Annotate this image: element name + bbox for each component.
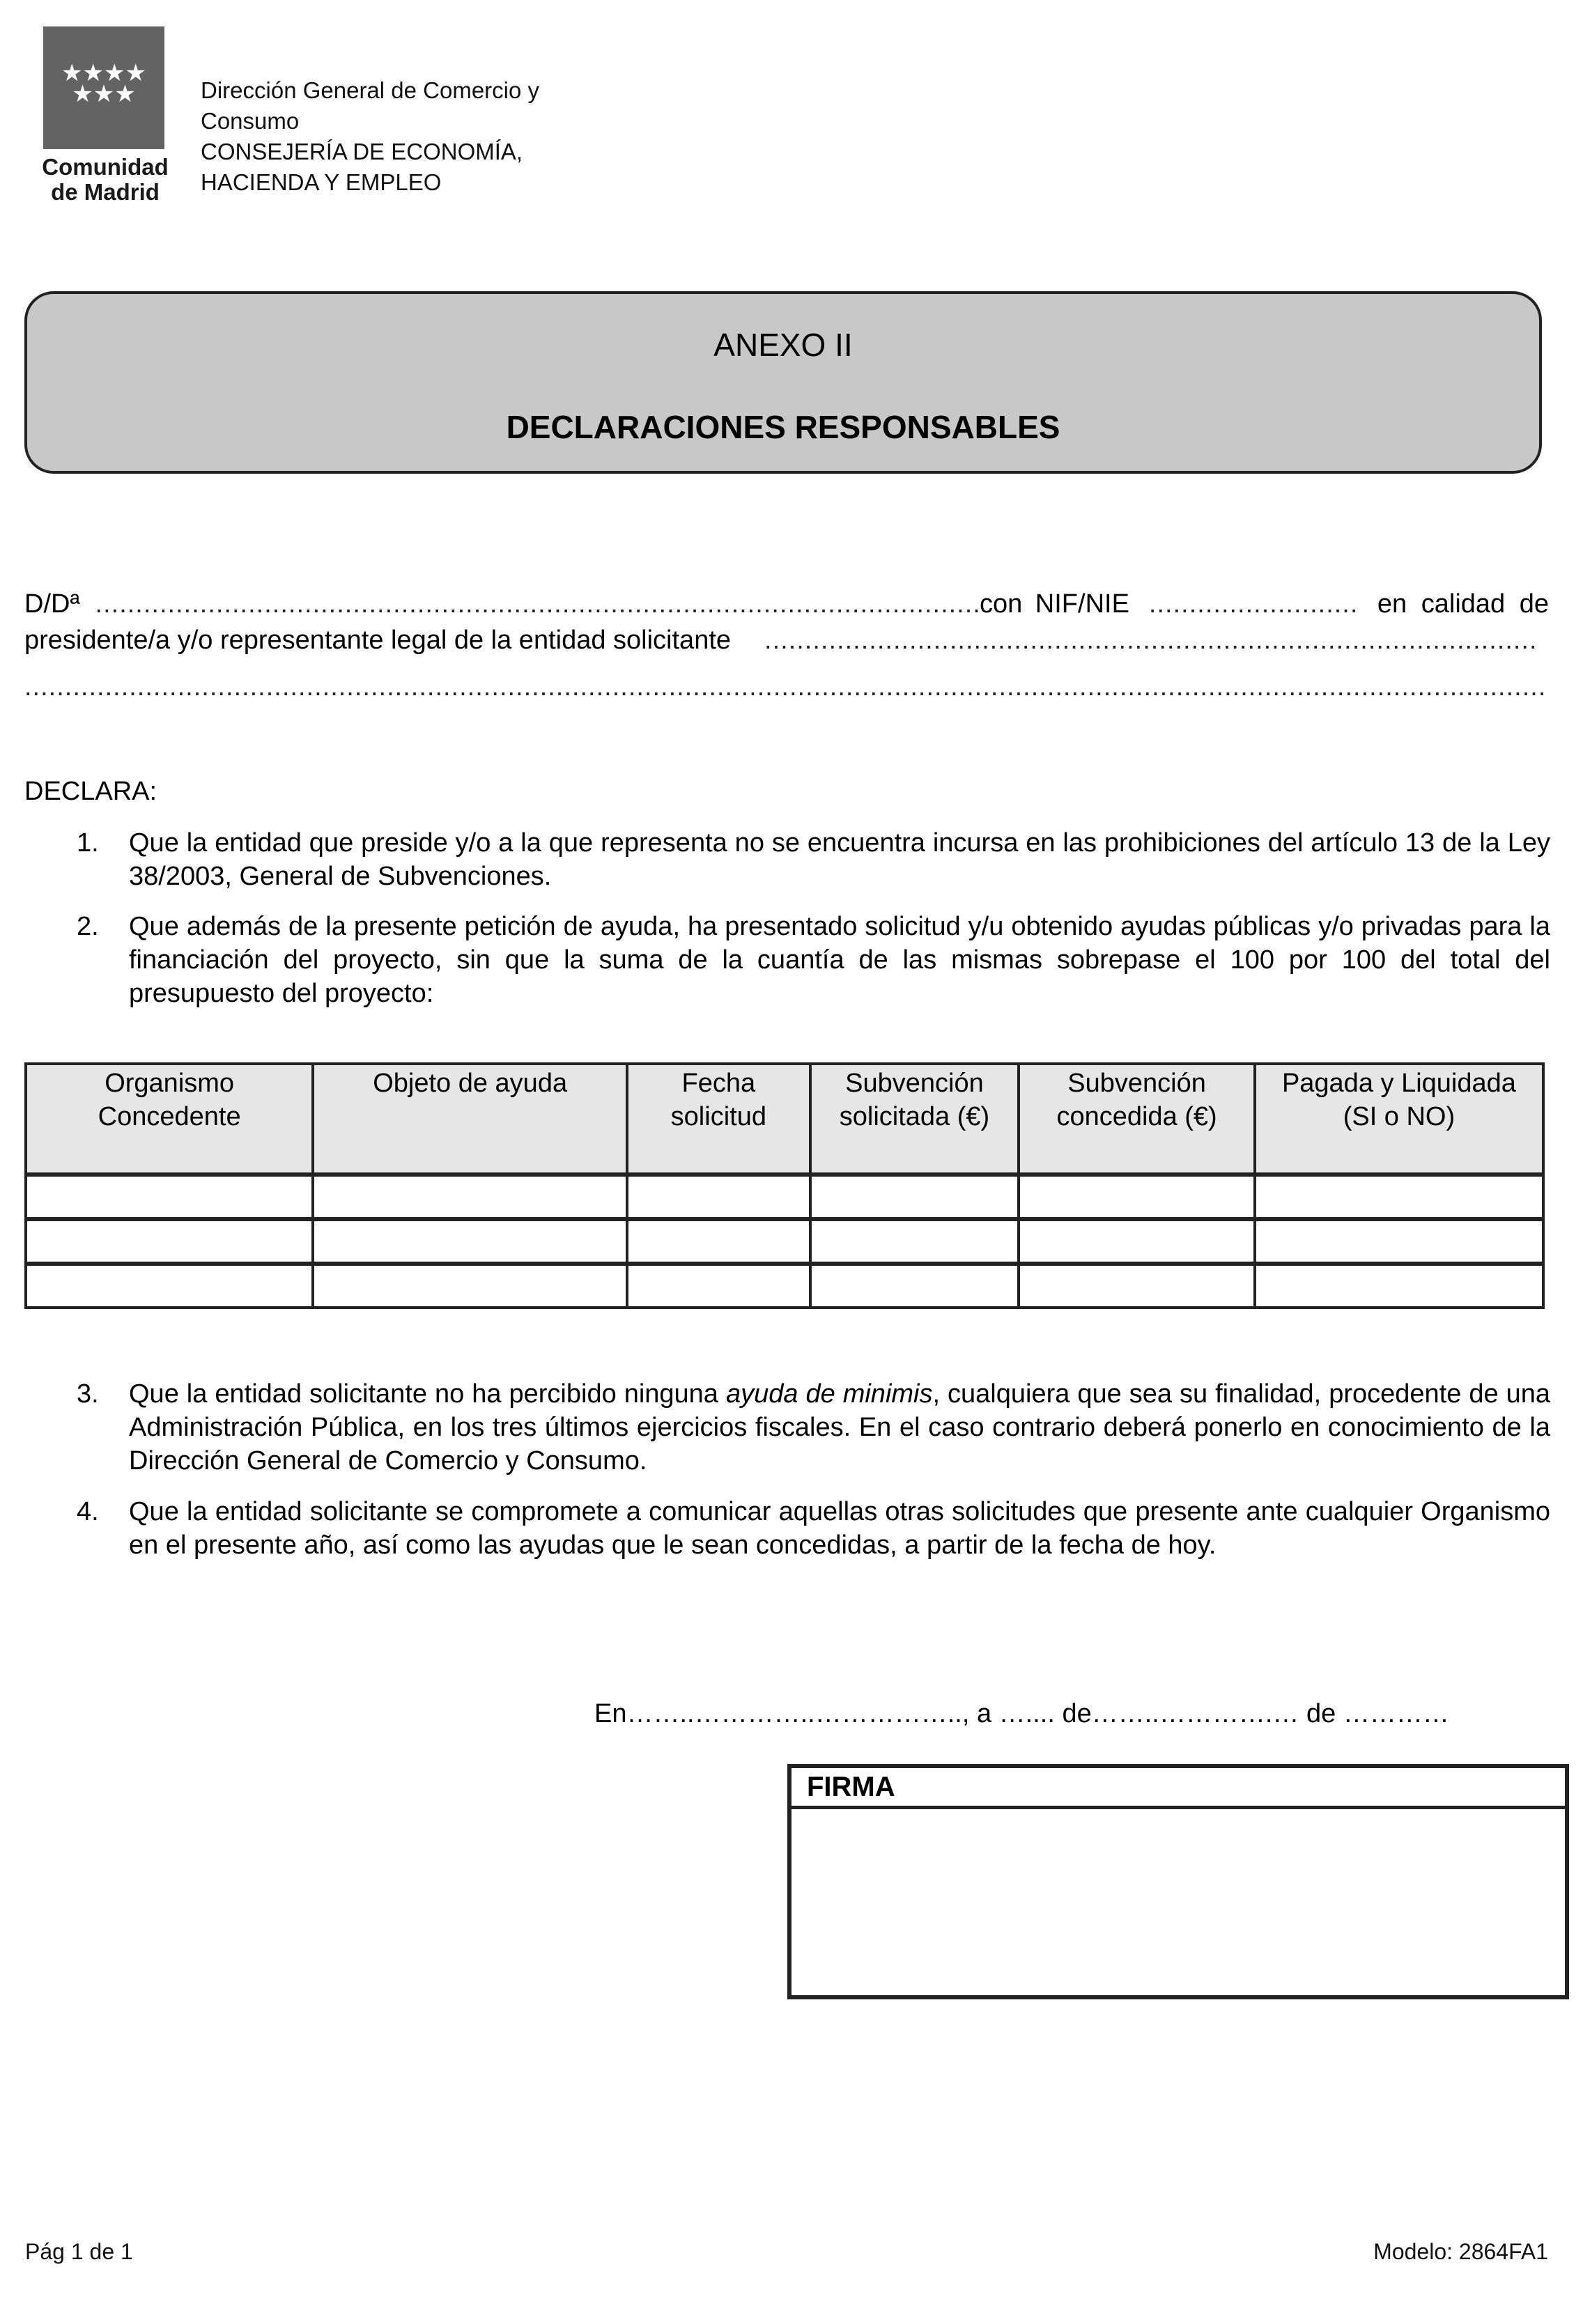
declarant-line-2 bbox=[24, 626, 1536, 656]
year-field[interactable]: ………… bbox=[1343, 1699, 1449, 1728]
declaration-item-3: 3. Que la entidad solicitante no ha percibido ninguna ayuda de minimis, cualquiera que sea su finalidad, procedente de una Administración Pública, en los tres últimos ejercicios fiscales. En el caso contrario deberá ponerlo en conocimiento de la Dirección General de Comercio y Consumo. bbox=[77, 1379, 1551, 1475]
entity-field[interactable] bbox=[764, 626, 1536, 656]
page-title: DECLARACIONES RESPONSABLES bbox=[506, 409, 1060, 445]
signature-label: FIRMA bbox=[792, 1768, 1565, 1809]
nif-field[interactable] bbox=[1149, 589, 1358, 619]
date-line: En……..…………..…………….., a ….... de……..………….… de ………… bbox=[594, 1699, 1449, 1728]
table-cell[interactable] bbox=[810, 1219, 1019, 1264]
declaration-item-1: 1. Que la entidad que preside y/o a la que representa no se encuentra incursa en las prohibiciones del artículo 13 de la Ley 38/2003, General de Subvenciones. bbox=[77, 828, 1550, 891]
table-cell[interactable] bbox=[1019, 1264, 1255, 1308]
table-cell[interactable] bbox=[810, 1175, 1019, 1219]
org-line: Consumo bbox=[201, 108, 300, 134]
table-cell[interactable] bbox=[313, 1175, 627, 1219]
table-row bbox=[26, 1219, 1543, 1264]
table-row bbox=[26, 1175, 1543, 1219]
declaration-item-2: 2. Que además de la presente petición de ayuda, ha presentado solicitud y/u obtenido ayudas públicas y/o privadas para la financiación del proyecto, sin que la suma de la cuantía de las mismas sobrepase el 100 por 100 del total del presupuesto del proyecto: bbox=[77, 912, 1550, 1008]
aid-table bbox=[24, 1062, 1545, 1309]
table-cell[interactable] bbox=[627, 1175, 810, 1219]
logo-name: Comunidad de Madrid bbox=[42, 154, 169, 205]
table-cell[interactable] bbox=[26, 1219, 313, 1264]
representative-label: presidente/a y/o representante legal de la entidad solicitante bbox=[24, 626, 732, 655]
org-line: Dirección General de Comercio y bbox=[201, 77, 540, 103]
table-cell[interactable] bbox=[313, 1264, 627, 1308]
day-field[interactable]: ….... bbox=[998, 1699, 1055, 1728]
dd-label: D/Dª bbox=[24, 589, 80, 619]
name-field[interactable] bbox=[95, 589, 980, 619]
table-cell[interactable] bbox=[1019, 1219, 1255, 1264]
minimis-term: ayuda de minimis bbox=[725, 1379, 933, 1409]
col-organismo: Organismo Concedente bbox=[26, 1064, 313, 1175]
capacity-label: en calidad de bbox=[1377, 589, 1549, 619]
table-cell[interactable] bbox=[627, 1219, 810, 1264]
table-cell[interactable] bbox=[1255, 1264, 1543, 1308]
table-cell[interactable] bbox=[26, 1264, 313, 1308]
table-cell[interactable] bbox=[26, 1175, 313, 1219]
page-number: Pág 1 de 1 bbox=[25, 2239, 133, 2264]
declaration-item-4: 4. Que la entidad solicitante se compromete a comunicar aquellas otras solicitudes que presente ante cualquier Organismo en el presente año, así como las ayudas que le sean concedidas, a partir de la fecha de hoy. bbox=[77, 1497, 1550, 1560]
table-cell[interactable] bbox=[627, 1264, 810, 1308]
table-cell[interactable] bbox=[313, 1219, 627, 1264]
col-solicitada: Subvención solicitada (€) bbox=[810, 1064, 1019, 1175]
nif-label: con NIF/NIE bbox=[979, 589, 1129, 619]
stars-icon: ★★★★ ★★★ bbox=[61, 60, 146, 107]
entity-field-continued[interactable] bbox=[24, 672, 1545, 702]
place-field[interactable]: ……..…………..…………….. bbox=[626, 1699, 962, 1728]
table-header-row bbox=[26, 1064, 1543, 1175]
model-number: Modelo: 2864FA1 bbox=[1373, 2239, 1548, 2264]
signature-box bbox=[787, 1764, 1569, 1999]
table-cell[interactable] bbox=[810, 1264, 1019, 1308]
table-cell[interactable] bbox=[1255, 1175, 1543, 1219]
annex-label: ANEXO II bbox=[713, 327, 853, 363]
org-line: HACIENDA Y EMPLEO bbox=[201, 169, 442, 195]
title-box bbox=[24, 291, 1542, 474]
month-field[interactable]: ……..………….… bbox=[1091, 1699, 1299, 1728]
col-pagada: Pagada y Liquidada (SI o NO) bbox=[1255, 1064, 1543, 1175]
declarant-line-3 bbox=[24, 672, 1545, 702]
signature-area[interactable] bbox=[792, 1809, 1565, 1995]
organization-header bbox=[201, 75, 539, 198]
org-line: CONSEJERÍA DE ECONOMÍA, bbox=[201, 139, 523, 164]
table-cell[interactable] bbox=[1255, 1219, 1543, 1264]
col-fecha: Fecha solicitud bbox=[627, 1064, 810, 1175]
declara-heading: DECLARA: bbox=[24, 777, 157, 806]
table-cell[interactable] bbox=[1019, 1175, 1255, 1219]
declarant-line-1 bbox=[24, 589, 1549, 619]
col-objeto: Objeto de ayuda bbox=[313, 1064, 627, 1175]
col-concedida: Subvención concedida (€) bbox=[1019, 1064, 1255, 1175]
table-row bbox=[26, 1264, 1543, 1308]
